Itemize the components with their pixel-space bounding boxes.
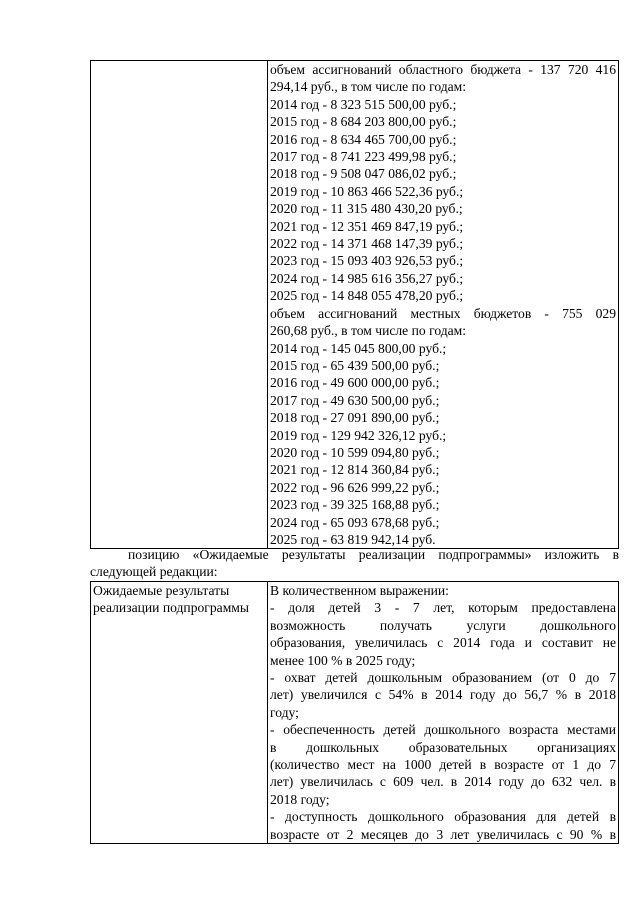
text-line: - обеспеченность детей дошкольного возраста местами — [270, 722, 616, 738]
text-line: 260,68 руб., в том числе по годам: — [270, 323, 467, 339]
text-line: 2020 год - 11 315 480 430,20 руб.; — [270, 201, 463, 217]
text-line: (количество мест на 1000 детей в возрасте от 1 до 7 — [270, 757, 616, 773]
text-line: 2017 год - 8 741 223 499,98 руб.; — [270, 149, 457, 165]
text-line: лет) увеличилась с 609 чел. в 2014 году до 632 чел. в — [270, 774, 616, 790]
text-line: 2014 год - 145 045 800,00 руб.; — [270, 340, 447, 356]
budget-table — [90, 60, 619, 549]
text-line: 2024 год - 14 985 616 356,27 руб.; — [270, 270, 464, 286]
results-label-line: реализации подпрограммы — [93, 600, 250, 616]
budget-label-cell — [91, 61, 268, 549]
instruction-paragraph: позицию «Ожидаемые результаты реализации подпрограммы» изложить в — [128, 547, 619, 562]
text-line: 2023 год - 15 093 403 926,53 руб.; — [270, 253, 464, 269]
results-table — [90, 581, 619, 844]
regional-budget-block — [270, 61, 616, 305]
instruction-paragraph-continued: следующей редакции: — [90, 564, 218, 579]
text-line: 2015 год - 65 439 500,00 руб.; — [270, 357, 440, 373]
text-line: 2018 год - 27 091 890,00 руб.; — [270, 410, 440, 426]
text-line: возрасте от 2 месяцев до 3 лет увеличилась с 90 % в — [270, 826, 616, 842]
text-line: 2014 год - 8 323 515 500,00 руб.; — [270, 96, 457, 112]
text-line: - охват детей дошкольным образованием (от 0 до 7 — [270, 670, 616, 686]
text-line: 2025 год - 14 848 055 478,20 руб.; — [270, 288, 464, 304]
table-row — [91, 582, 619, 844]
text-line: объем ассигнований местных бюджетов - 755 029 — [270, 305, 616, 321]
results-text-block — [270, 582, 616, 843]
text-line: 2018 году; — [270, 791, 330, 807]
results-value-cell — [268, 582, 619, 844]
text-line: 2023 год - 39 325 168,88 руб.; — [270, 497, 440, 513]
text-line: 2025 год - 63 819 942,14 руб. — [270, 531, 436, 547]
text-line: 2017 год - 49 630 500,00 руб.; — [270, 392, 440, 408]
budget-value-cell — [268, 61, 619, 549]
text-line: - доступность дошкольного образования для детей в — [270, 809, 616, 825]
text-line: - доля детей 3 - 7 лет, которым предоставлена — [270, 600, 616, 616]
text-line: В количественном выражении: — [270, 583, 449, 598]
text-line: 2022 год - 96 626 999,22 руб.; — [270, 479, 440, 495]
text-line: 2016 год - 8 634 465 700,00 руб.; — [270, 131, 457, 147]
text-line: 2024 год - 65 093 678,68 руб.; — [270, 514, 440, 530]
text-line: менее 100 % в 2025 году; — [270, 652, 416, 668]
table-row — [91, 61, 619, 549]
results-label-line: Ожидаемые результаты — [93, 583, 230, 598]
text-line: 2016 год - 49 600 000,00 руб.; — [270, 375, 440, 391]
text-line: 2021 год - 12 351 469 847,19 руб.; — [270, 218, 464, 234]
text-line: году; — [270, 704, 299, 720]
text-line: 2022 год - 14 371 468 147,39 руб.; — [270, 236, 464, 252]
local-budget-block — [270, 305, 616, 549]
text-line: образования, увеличилась с 2014 года и составит не — [270, 635, 616, 651]
text-line: 294,14 руб., в том числе по годам: — [270, 79, 467, 95]
text-line: 2018 год - 9 508 047 086,02 руб.; — [270, 166, 457, 182]
text-line: 2015 год - 8 684 203 800,00 руб.; — [270, 114, 457, 130]
text-line: лет) увеличился с 54% в 2014 году до 56,7 % в 2018 — [270, 687, 616, 703]
results-label-cell — [91, 582, 268, 844]
text-line: возможность получать услуги дошкольного — [270, 617, 616, 633]
text-line: объем ассигнований областного бюджета - 137 720 416 — [270, 62, 616, 77]
text-line: в дошкольных образовательных организациях — [270, 739, 616, 755]
text-line: 2021 год - 12 814 360,84 руб.; — [270, 462, 440, 478]
text-line: 2019 год - 129 942 326,12 руб.; — [270, 427, 447, 443]
text-line: 2020 год - 10 599 094,80 руб.; — [270, 444, 440, 460]
text-line: 2019 год - 10 863 466 522,36 руб.; — [270, 183, 464, 199]
